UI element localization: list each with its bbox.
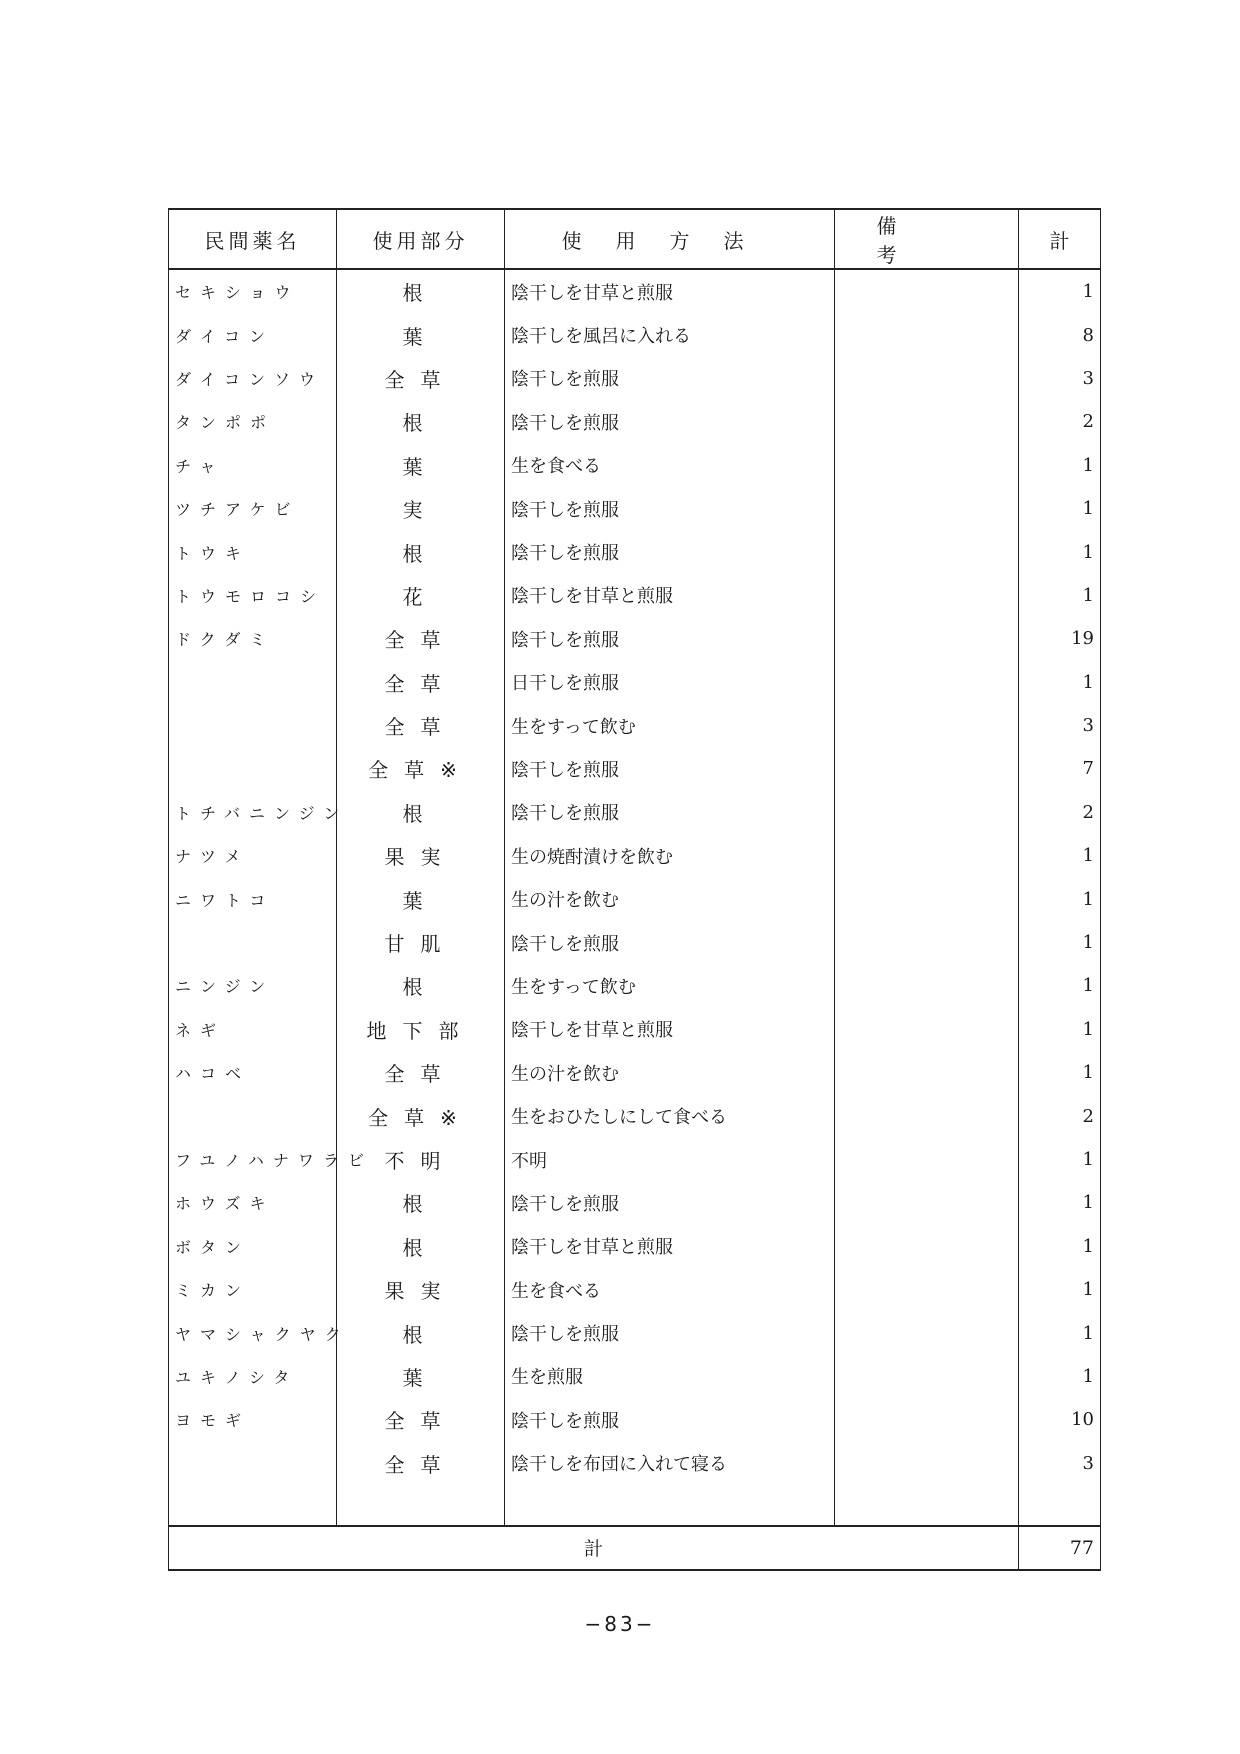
table-row (169, 574, 1101, 617)
table-row (169, 921, 1101, 964)
cell-medicine-name: タンポポ (169, 400, 337, 443)
cell-count: 1 (1019, 1225, 1101, 1268)
header-part-used: 使用部分 (337, 209, 505, 269)
cell-count: 2 (1019, 1094, 1101, 1137)
cell-part-used: 実 (337, 487, 505, 530)
cell-medicine-name: ハコベ (169, 1051, 337, 1094)
table-row (169, 1442, 1101, 1485)
table-header-row (169, 209, 1101, 269)
cell-part-used: 全草 (337, 1442, 505, 1485)
table-row (169, 1051, 1101, 1094)
table-row (169, 444, 1101, 487)
cell-method: 陰干しを甘草と煎服 (505, 1008, 835, 1051)
cell-notes (835, 1355, 1019, 1398)
cell-part-used: 全草 (337, 617, 505, 660)
cell-medicine-name (169, 747, 337, 790)
cell-part-used: 根 (337, 791, 505, 834)
cell-method: 陰干しを煎服 (505, 747, 835, 790)
cell-method: 陰干しを煎服 (505, 400, 835, 443)
table-row (169, 269, 1101, 313)
cell-count: 10 (1019, 1398, 1101, 1441)
cell-part-used: 根 (337, 400, 505, 443)
table-row (169, 313, 1101, 356)
cell-medicine-name: ミカン (169, 1268, 337, 1311)
table-row (169, 1225, 1101, 1268)
cell-method: 生を食べる (505, 444, 835, 487)
cell-part-used: 根 (337, 964, 505, 1007)
cell-medicine-name: フユノハナワラビ (169, 1138, 337, 1181)
cell-part-used: 根 (337, 1311, 505, 1354)
cell-method: 生を煎服 (505, 1355, 835, 1398)
cell-notes (835, 487, 1019, 530)
cell-method: 不明 (505, 1138, 835, 1181)
cell-method: 陰干しを煎服 (505, 791, 835, 834)
total-value: 77 (1019, 1526, 1101, 1570)
cell-count: 1 (1019, 530, 1101, 573)
cell-part-used: 不明 (337, 1138, 505, 1181)
cell-count: 3 (1019, 704, 1101, 747)
cell-notes (835, 1442, 1019, 1485)
cell-notes (835, 530, 1019, 573)
cell-medicine-name: ヤマシャクヤク (169, 1311, 337, 1354)
cell-part-used: 根 (337, 1181, 505, 1224)
table-row (169, 791, 1101, 834)
cell-method: 日干しを煎服 (505, 661, 835, 704)
cell-method: 陰干しを風呂に入れる (505, 313, 835, 356)
cell-notes (835, 1138, 1019, 1181)
cell-method: 生を食べる (505, 1268, 835, 1311)
cell-medicine-name: ニワトコ (169, 877, 337, 920)
cell-notes (835, 1008, 1019, 1051)
cell-method: 陰干しを煎服 (505, 1398, 835, 1441)
cell-medicine-name: セキショウ (169, 269, 337, 313)
cell-count: 1 (1019, 877, 1101, 920)
cell-part-used: 全草 (337, 1398, 505, 1441)
cell-notes (835, 1094, 1019, 1137)
cell-medicine-name: ドクダミ (169, 617, 337, 660)
cell-notes (835, 661, 1019, 704)
cell-part-used: 根 (337, 1225, 505, 1268)
cell-medicine-name: ニンジン (169, 964, 337, 1007)
table-row (169, 530, 1101, 573)
cell-part-used: 全草※ (337, 1094, 505, 1137)
cell-notes (835, 357, 1019, 400)
table-row (169, 877, 1101, 920)
header-medicine-name: 民間薬名 (169, 209, 337, 269)
cell-medicine-name (169, 1094, 337, 1137)
table-row (169, 834, 1101, 877)
table-row (169, 357, 1101, 400)
cell-method: 陰干しを煎服 (505, 1181, 835, 1224)
cell-part-used: 全草 (337, 357, 505, 400)
cell-count: 1 (1019, 1051, 1101, 1094)
cell-notes (835, 704, 1019, 747)
cell-count: 7 (1019, 747, 1101, 790)
cell-medicine-name (169, 661, 337, 704)
cell-count: 1 (1019, 1268, 1101, 1311)
cell-count: 3 (1019, 357, 1101, 400)
cell-count: 1 (1019, 1355, 1101, 1398)
cell-notes (835, 791, 1019, 834)
table-row (169, 400, 1101, 443)
cell-count: 1 (1019, 921, 1101, 964)
cell-method: 陰干しを煎服 (505, 530, 835, 573)
table-spacer-row (169, 1485, 1101, 1526)
cell-count: 1 (1019, 574, 1101, 617)
table-row (169, 1138, 1101, 1181)
cell-medicine-name: ホウズキ (169, 1181, 337, 1224)
cell-notes (835, 1398, 1019, 1441)
table-row (169, 747, 1101, 790)
table-row (169, 1094, 1101, 1137)
table-row (169, 1311, 1101, 1354)
cell-method: 生をすって飲む (505, 964, 835, 1007)
cell-notes (835, 834, 1019, 877)
table-row (169, 1355, 1101, 1398)
cell-count: 1 (1019, 1181, 1101, 1224)
cell-part-used: 葉 (337, 1355, 505, 1398)
cell-method: 陰干しを甘草と煎服 (505, 574, 835, 617)
cell-medicine-name: ダイコン (169, 313, 337, 356)
cell-count: 19 (1019, 617, 1101, 660)
cell-notes (835, 964, 1019, 1007)
cell-part-used: 甘肌 (337, 921, 505, 964)
cell-method: 陰干しを煎服 (505, 1311, 835, 1354)
cell-count: 1 (1019, 444, 1101, 487)
table-row (169, 1008, 1101, 1051)
cell-count: 8 (1019, 313, 1101, 356)
cell-notes (835, 1181, 1019, 1224)
cell-notes (835, 1051, 1019, 1094)
cell-count: 2 (1019, 791, 1101, 834)
cell-medicine-name: ツチアケビ (169, 487, 337, 530)
cell-method: 陰干しを煎服 (505, 357, 835, 400)
cell-part-used: 全草※ (337, 747, 505, 790)
cell-medicine-name: ダイコンソウ (169, 357, 337, 400)
cell-count: 3 (1019, 1442, 1101, 1485)
cell-method: 生の汁を飲む (505, 1051, 835, 1094)
cell-medicine-name: トチバニンジン (169, 791, 337, 834)
cell-part-used: 果実 (337, 1268, 505, 1311)
cell-notes (835, 921, 1019, 964)
cell-part-used: 葉 (337, 444, 505, 487)
cell-part-used: 全草 (337, 1051, 505, 1094)
table-total-row (169, 1526, 1101, 1570)
cell-notes (835, 269, 1019, 313)
cell-notes (835, 747, 1019, 790)
cell-method: 生の汁を飲む (505, 877, 835, 920)
herb-table-container (168, 208, 1100, 1561)
cell-part-used: 根 (337, 530, 505, 573)
cell-count: 1 (1019, 964, 1101, 1007)
cell-notes (835, 1311, 1019, 1354)
cell-medicine-name (169, 921, 337, 964)
table-row (169, 1181, 1101, 1224)
folk-medicine-table (168, 208, 1101, 1571)
cell-part-used: 地下部 (337, 1008, 505, 1051)
cell-method: 陰干しを甘草と煎服 (505, 269, 835, 313)
cell-part-used: 全草 (337, 704, 505, 747)
cell-notes (835, 574, 1019, 617)
cell-notes (835, 400, 1019, 443)
cell-part-used: 根 (337, 269, 505, 313)
cell-method: 陰干しを煎服 (505, 617, 835, 660)
cell-medicine-name: ボタン (169, 1225, 337, 1268)
cell-count: 2 (1019, 400, 1101, 443)
cell-notes (835, 313, 1019, 356)
cell-count: 1 (1019, 1008, 1101, 1051)
cell-part-used: 果実 (337, 834, 505, 877)
cell-method: 陰干しを煎服 (505, 487, 835, 530)
header-notes: 備考 (835, 209, 1019, 269)
cell-medicine-name: ネギ (169, 1008, 337, 1051)
cell-method: 陰干しを煎服 (505, 921, 835, 964)
table-body (169, 269, 1101, 1485)
cell-count: 1 (1019, 661, 1101, 704)
cell-medicine-name: ヨモギ (169, 1398, 337, 1441)
cell-method: 陰干しを甘草と煎服 (505, 1225, 835, 1268)
cell-count: 1 (1019, 1138, 1101, 1181)
cell-count: 1 (1019, 1311, 1101, 1354)
cell-notes (835, 617, 1019, 660)
table-row (169, 661, 1101, 704)
cell-medicine-name: トウキ (169, 530, 337, 573)
table-row (169, 1268, 1101, 1311)
cell-method: 生をすって飲む (505, 704, 835, 747)
total-label: 計 (169, 1526, 1019, 1570)
table-row (169, 1398, 1101, 1441)
cell-method: 生の焼酎漬けを飲む (505, 834, 835, 877)
cell-notes (835, 444, 1019, 487)
cell-method: 陰干しを布団に入れて寝る (505, 1442, 835, 1485)
cell-count: 1 (1019, 834, 1101, 877)
cell-notes (835, 1225, 1019, 1268)
cell-part-used: 全草 (337, 661, 505, 704)
cell-medicine-name (169, 1442, 337, 1485)
cell-medicine-name (169, 704, 337, 747)
table-row (169, 487, 1101, 530)
cell-medicine-name: ナツメ (169, 834, 337, 877)
cell-count: 1 (1019, 487, 1101, 530)
table-row (169, 964, 1101, 1007)
header-method: 使用方法 (505, 209, 835, 269)
cell-count: 1 (1019, 269, 1101, 313)
cell-part-used: 葉 (337, 313, 505, 356)
cell-medicine-name: ユキノシタ (169, 1355, 337, 1398)
table-row (169, 704, 1101, 747)
cell-method: 生をおひたしにして食べる (505, 1094, 835, 1137)
cell-part-used: 花 (337, 574, 505, 617)
cell-notes (835, 1268, 1019, 1311)
cell-medicine-name: チャ (169, 444, 337, 487)
cell-medicine-name: トウモロコシ (169, 574, 337, 617)
header-count: 計 (1019, 209, 1101, 269)
page-number: −83− (584, 1612, 656, 1636)
cell-notes (835, 877, 1019, 920)
cell-part-used: 葉 (337, 877, 505, 920)
table-row (169, 617, 1101, 660)
